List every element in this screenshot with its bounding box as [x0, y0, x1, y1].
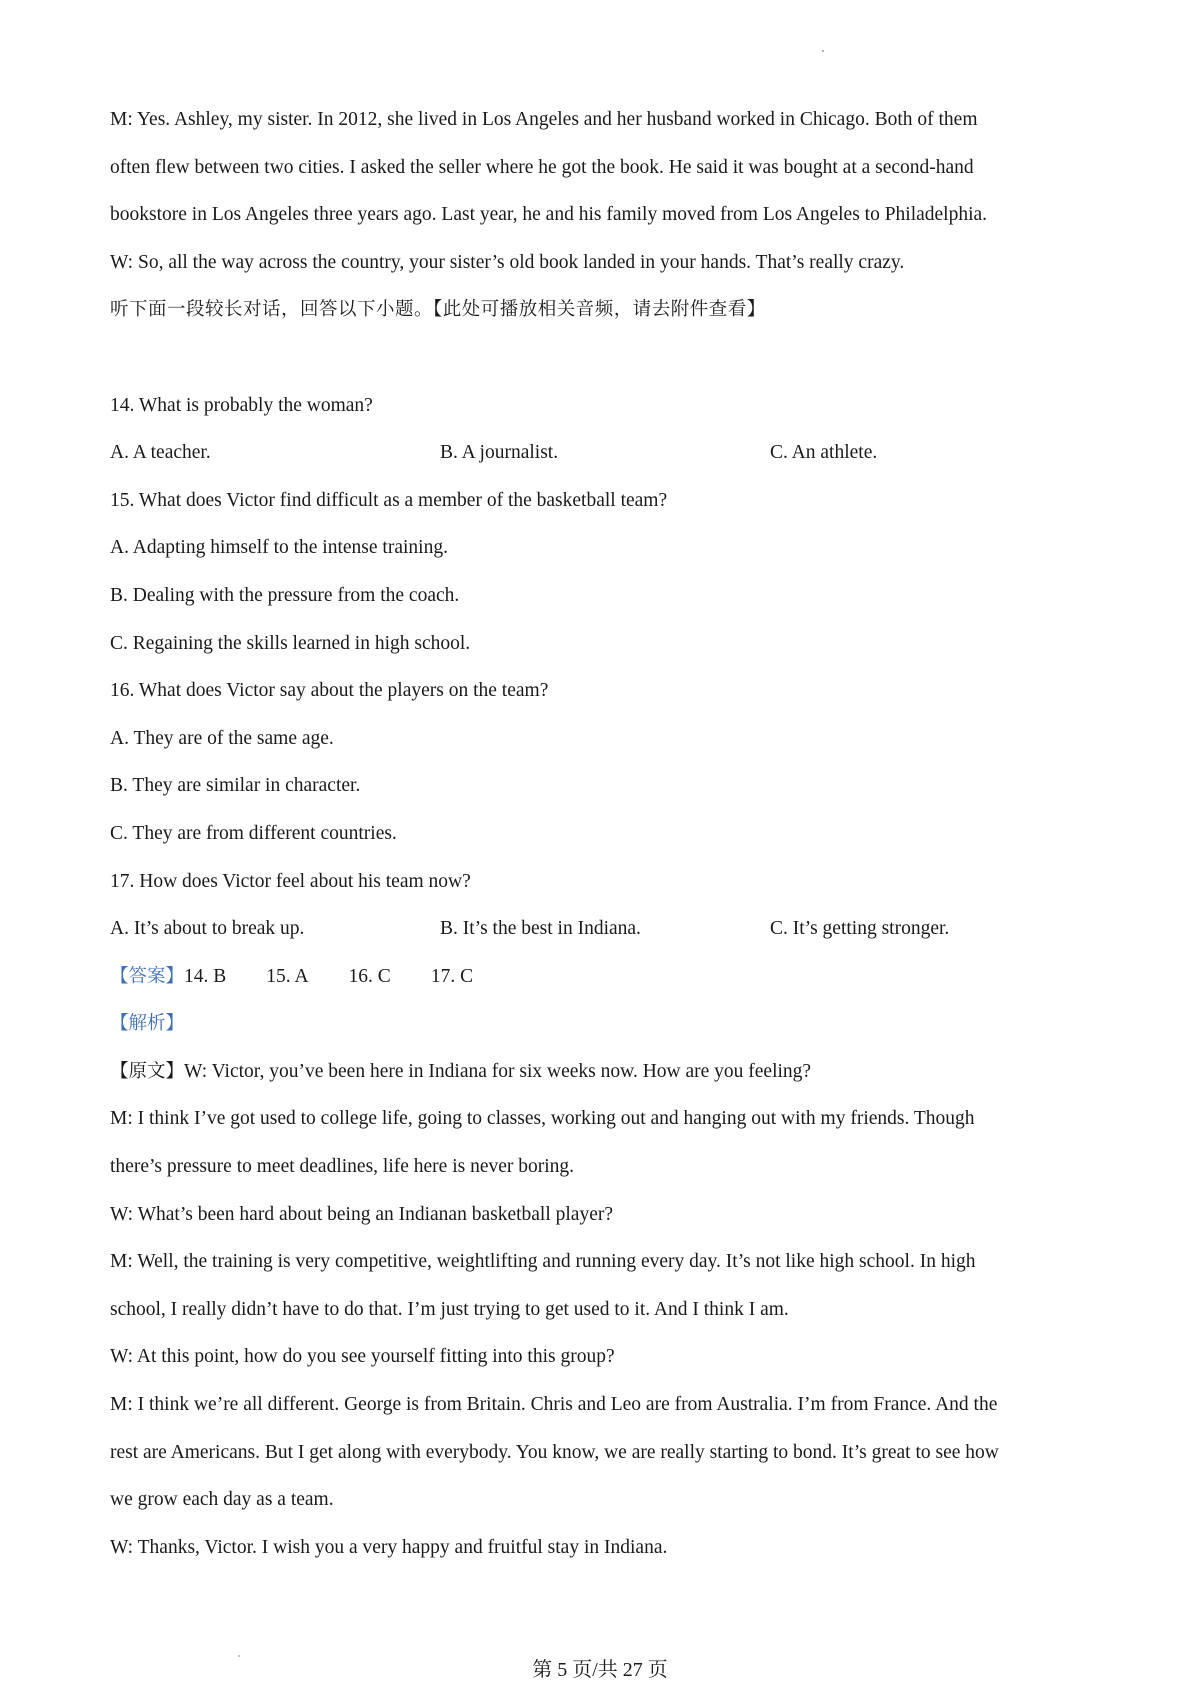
- dialogue-line: M: Yes. Ashley, my sister. In 2012, she lived in Los Angeles and her husband worked in Chicago. Both of them: [110, 109, 978, 130]
- dialogue-line: bookstore in Los Angeles three years ago. Last year, he and his family moved from Los Angeles to Philadelphia.: [110, 204, 988, 226]
- answer-item: 16. C: [348, 965, 391, 987]
- option-a: A. They are of the same age.: [110, 727, 334, 749]
- question-options: [110, 905, 1100, 953]
- question-17: [110, 858, 1100, 953]
- transcript-line: M: Well, the training is very competitive, weightlifting and running every day. It’s not like high school. In high: [110, 1251, 976, 1273]
- option-a: A. It’s about to break up.: [110, 918, 305, 940]
- page-number: 第 5 页/共 27 页: [532, 1659, 668, 1681]
- transcript-text: W: Victor, you’ve been here in Indiana for six weeks now. How are you feeling?: [184, 1060, 812, 1082]
- transcript-line: M: I think we’re all different. George is from Britain. Chris and Leo are from Australia. I’m from France. And the: [110, 1394, 998, 1416]
- analysis-row: [110, 1000, 1100, 1048]
- question-16: [110, 667, 1100, 857]
- transcript-line: we grow each day as a team.: [110, 1489, 334, 1511]
- question-stem: 17. How does Victor feel about his team now?: [110, 870, 471, 892]
- transcript-line: school, I really didn’t have to do that. I’m just trying to get used to it. And I think I am.: [110, 1298, 789, 1320]
- transcript-line: W: What’s been hard about being an Indianan basketball player?: [110, 1203, 614, 1225]
- transcript-label: 【原文】: [110, 1060, 185, 1082]
- scan-mark: [822, 50, 824, 52]
- document-page: [110, 96, 1100, 1571]
- answer-label: 【答案】: [110, 965, 185, 987]
- question-stem: 14. What is probably the woman?: [110, 394, 373, 416]
- transcript-line: W: At this point, how do you see yourself fitting into this group?: [110, 1346, 615, 1368]
- option-b: B. It’s the best in Indiana.: [440, 918, 641, 940]
- page-footer: [0, 1653, 1200, 1682]
- option-a: A. Adapting himself to the intense training.: [110, 537, 448, 559]
- option-a: A. A teacher.: [110, 442, 211, 464]
- answer-item: 17. C: [430, 965, 474, 987]
- transcript-line: W: Thanks, Victor. I wish you a very happy and fruitful stay in Indiana.: [110, 1536, 668, 1558]
- question-14: [110, 382, 1100, 477]
- transcript-line: rest are Americans. But I get along with everybody. You know, we are really starting to bond. It’s great to see how: [110, 1441, 999, 1463]
- listening-instruction: 听下面一段较长对话，回答以下小题。【此处可播放相关音频，请去附件查看】: [110, 299, 766, 321]
- option-b: B. Dealing with the pressure from the coach.: [110, 584, 460, 606]
- answer-item: 14. B: [184, 965, 227, 987]
- option-b: B. A journalist.: [440, 442, 559, 464]
- option-c: C. Regaining the skills learned in high school.: [110, 632, 471, 654]
- option-c: C. They are from different countries.: [110, 822, 397, 844]
- question-options: [110, 429, 1100, 477]
- option-b: B. They are similar in character.: [110, 775, 361, 797]
- dialogue-line: often flew between two cities. I asked the seller where he got the book. He said it was bought at a second-hand: [110, 156, 974, 178]
- question-stem: 15. What does Victor find difficult as a member of the basketball team?: [110, 489, 668, 511]
- analysis-label: 【解析】: [110, 1013, 185, 1035]
- question-stem: 16. What does Victor say about the players on the team?: [110, 680, 549, 702]
- dialogue-line: W: So, all the way across the country, your sister’s old book landed in your hands. That’s really crazy.: [110, 251, 905, 273]
- transcript-line: there’s pressure to meet deadlines, life here is never boring.: [110, 1156, 575, 1178]
- option-c: C. An athlete.: [770, 442, 878, 464]
- question-15: [110, 477, 1100, 667]
- option-c: C. It’s getting stronger.: [770, 918, 950, 940]
- answer-item: 15. A: [266, 965, 309, 987]
- transcript-first-line: [110, 1048, 1100, 1096]
- spacer: [110, 334, 1100, 382]
- dialogue-continuation: [110, 96, 1100, 286]
- transcript-line: M: I think I’ve got used to college life, going to classes, working out and hanging out with my friends. Though: [110, 1108, 975, 1130]
- answer-row: [110, 953, 1100, 1001]
- transcript: [110, 1048, 1100, 1572]
